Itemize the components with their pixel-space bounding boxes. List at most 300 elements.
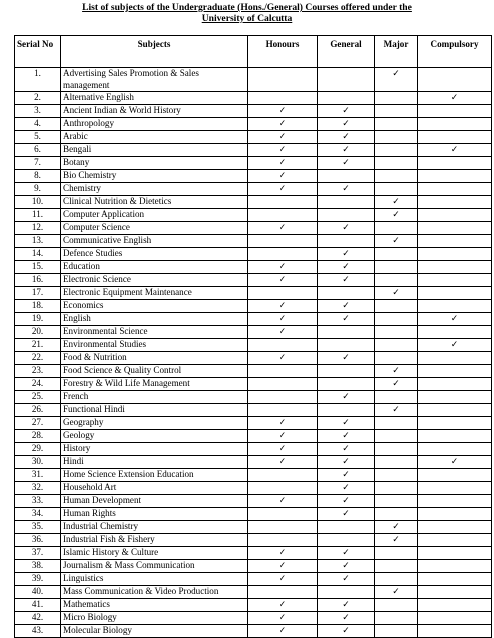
honours-cell [248,183,318,196]
compulsory-cell [418,326,492,339]
serial-cell: 30. [15,456,61,469]
subject-cell: Geography [61,417,248,430]
major-cell [375,378,418,391]
subject-cell: Computer Application [61,209,248,222]
honours-tick-icon: ✓ [278,353,287,364]
honours-tick-icon: ✓ [278,314,287,325]
compulsory-cell [418,105,492,118]
title-line-1: List of subjects of the Undergraduate (Hons./General) Courses offered under the [82,2,412,13]
header-serial: Serial No [15,36,61,68]
subject-cell: Education [61,261,248,274]
honours-tick-icon: ✓ [278,574,287,585]
general-cell [318,625,375,638]
general-tick-icon: ✓ [342,470,350,481]
serial-cell: 14. [15,248,61,261]
subject-cell: Human Rights [61,508,248,521]
major-cell [375,391,418,404]
table-row [15,547,492,560]
table-row [15,196,492,209]
general-tick-icon: ✓ [342,392,350,403]
subject-cell: Food Science & Quality Control [61,365,248,378]
table-row [15,391,492,404]
table-row [15,417,492,430]
honours-cell [248,105,318,118]
general-cell [318,599,375,612]
honours-cell [248,235,318,248]
subject-cell: Bengali [61,144,248,157]
subject-cell: Industrial Chemistry [61,521,248,534]
serial-cell: 28. [15,430,61,443]
major-cell [375,534,418,547]
subject-cell: Mass Communication & Video Production [61,586,248,599]
major-cell [375,209,418,222]
general-cell [318,68,375,92]
compulsory-tick-icon: ✓ [450,340,459,351]
table-row [15,235,492,248]
general-cell [318,183,375,196]
general-cell [318,131,375,144]
subject-cell: Chemistry [61,183,248,196]
compulsory-tick-icon: ✓ [450,457,459,468]
honours-cell [248,170,318,183]
general-cell [318,443,375,456]
serial-cell: 20. [15,326,61,339]
subject-cell: Botany [61,157,248,170]
major-cell [375,495,418,508]
general-cell [318,209,375,222]
general-tick-icon: ✓ [342,353,350,364]
major-cell [375,417,418,430]
subject-cell: Linguistics [61,573,248,586]
serial-cell: 11. [15,209,61,222]
honours-cell [248,157,318,170]
honours-cell [248,248,318,261]
compulsory-cell [418,521,492,534]
honours-cell [248,612,318,625]
general-cell [318,456,375,469]
table-body [15,68,492,638]
serial-cell: 4. [15,118,61,131]
honours-cell [248,521,318,534]
major-tick-icon: ✓ [392,288,400,299]
honours-tick-icon: ✓ [278,132,287,143]
general-cell [318,222,375,235]
subject-cell: Household Art [61,482,248,495]
honours-cell [248,365,318,378]
major-tick-icon: ✓ [392,197,400,208]
subject-cell: History [61,443,248,456]
compulsory-cell [418,430,492,443]
major-tick-icon: ✓ [392,210,400,221]
honours-tick-icon: ✓ [278,275,287,286]
general-tick-icon: ✓ [342,249,350,260]
general-tick-icon: ✓ [342,132,350,143]
header-major: Major [375,36,418,68]
table-row [15,105,492,118]
subject-cell: Economics [61,300,248,313]
serial-cell: 25. [15,391,61,404]
table-row [15,560,492,573]
subject-cell: Environmental Studies [61,339,248,352]
subject-cell: Environmental Science [61,326,248,339]
table-row [15,92,492,105]
major-cell [375,443,418,456]
serial-cell: 32. [15,482,61,495]
major-cell [375,560,418,573]
major-cell [375,235,418,248]
header-general: General [318,36,375,68]
general-tick-icon: ✓ [342,613,350,624]
general-tick-icon: ✓ [342,483,350,494]
serial-cell: 43. [15,625,61,638]
compulsory-cell [418,248,492,261]
honours-cell [248,118,318,131]
major-cell [375,508,418,521]
major-cell [375,287,418,300]
serial-cell: 18. [15,300,61,313]
honours-cell [248,599,318,612]
major-cell [375,404,418,417]
header-honours: Honours [248,36,318,68]
major-tick-icon: ✓ [392,535,400,546]
table-row [15,469,492,482]
general-cell [318,287,375,300]
general-tick-icon: ✓ [342,106,350,117]
table-row [15,365,492,378]
major-cell [375,339,418,352]
honours-cell [248,222,318,235]
major-cell [375,170,418,183]
subject-cell: Micro Biology [61,612,248,625]
honours-cell [248,287,318,300]
major-tick-icon: ✓ [392,366,400,377]
table-row [15,68,492,92]
general-tick-icon: ✓ [342,548,350,559]
subject-cell: Journalism & Mass Communication [61,560,248,573]
honours-cell [248,495,318,508]
subject-cell: Bio Chemistry [61,170,248,183]
serial-cell: 5. [15,131,61,144]
compulsory-cell [418,92,492,105]
major-cell [375,157,418,170]
subject-cell: Alternative English [61,92,248,105]
honours-cell [248,261,318,274]
compulsory-cell [418,443,492,456]
serial-cell: 41. [15,599,61,612]
serial-cell: 40. [15,586,61,599]
subject-cell: French [61,391,248,404]
honours-cell [248,131,318,144]
serial-cell: 26. [15,404,61,417]
table-row [15,300,492,313]
compulsory-cell [418,547,492,560]
general-tick-icon: ✓ [342,626,350,637]
compulsory-cell [418,404,492,417]
compulsory-tick-icon: ✓ [450,145,459,156]
honours-cell [248,196,318,209]
major-tick-icon: ✓ [392,405,400,416]
subject-cell: Geology [61,430,248,443]
honours-cell [248,391,318,404]
subject-cell: Electronic Equipment Maintenance [61,287,248,300]
compulsory-cell [418,209,492,222]
general-cell [318,92,375,105]
header-row [15,36,492,68]
subject-cell: English [61,313,248,326]
compulsory-cell [418,456,492,469]
subjects-table [14,35,492,638]
compulsory-cell [418,157,492,170]
major-cell [375,92,418,105]
honours-tick-icon: ✓ [278,548,287,559]
subject-cell: Defence Studies [61,248,248,261]
table-row [15,612,492,625]
major-cell [375,599,418,612]
compulsory-cell [418,300,492,313]
table-row [15,573,492,586]
general-cell [318,573,375,586]
general-cell [318,274,375,287]
general-cell [318,482,375,495]
honours-cell [248,534,318,547]
general-cell [318,144,375,157]
general-tick-icon: ✓ [342,509,350,520]
general-cell [318,339,375,352]
subject-cell: Human Development [61,495,248,508]
honours-tick-icon: ✓ [278,496,287,507]
table-row [15,144,492,157]
table-row [15,209,492,222]
serial-cell: 42. [15,612,61,625]
table-row [15,274,492,287]
general-cell [318,469,375,482]
subject-cell: Clinical Nutrition & Dietetics [61,196,248,209]
major-cell [375,521,418,534]
table-row [15,378,492,391]
major-cell [375,365,418,378]
compulsory-tick-icon: ✓ [450,314,459,325]
major-cell [375,144,418,157]
major-cell [375,482,418,495]
general-tick-icon: ✓ [342,561,350,572]
compulsory-cell [418,469,492,482]
general-cell [318,248,375,261]
compulsory-cell [418,287,492,300]
honours-cell [248,339,318,352]
honours-cell [248,209,318,222]
major-cell [375,456,418,469]
compulsory-cell [418,508,492,521]
compulsory-cell [418,599,492,612]
table-row [15,482,492,495]
serial-cell: 23. [15,365,61,378]
general-tick-icon: ✓ [342,444,350,455]
major-cell [375,131,418,144]
subject-cell: Arabic [61,131,248,144]
subject-cell: Advertising Sales Promotion & Sales management [61,68,248,92]
general-tick-icon: ✓ [342,496,350,507]
subject-cell: Molecular Biology [61,625,248,638]
compulsory-cell [418,612,492,625]
subject-cell: Computer Science [61,222,248,235]
table-row [15,313,492,326]
major-cell [375,469,418,482]
compulsory-cell [418,144,492,157]
serial-cell: 39. [15,573,61,586]
general-cell [318,157,375,170]
table-row [15,443,492,456]
honours-cell [248,508,318,521]
table-row [15,534,492,547]
table-row [15,157,492,170]
compulsory-cell [418,365,492,378]
general-tick-icon: ✓ [342,431,350,442]
general-cell [318,170,375,183]
general-cell [318,261,375,274]
serial-cell: 8. [15,170,61,183]
honours-cell [248,404,318,417]
compulsory-cell [418,131,492,144]
honours-cell [248,68,318,92]
general-tick-icon: ✓ [342,418,350,429]
table-row [15,599,492,612]
general-tick-icon: ✓ [342,262,350,273]
honours-cell [248,378,318,391]
compulsory-cell [418,495,492,508]
major-cell [375,118,418,131]
general-cell [318,352,375,365]
major-cell [375,625,418,638]
honours-tick-icon: ✓ [278,418,287,429]
compulsory-cell [418,183,492,196]
honours-cell [248,573,318,586]
honours-tick-icon: ✓ [278,600,287,611]
major-cell [375,573,418,586]
general-cell [318,586,375,599]
compulsory-cell [418,417,492,430]
serial-cell: 27. [15,417,61,430]
subject-cell: Forestry & Wild Life Management [61,378,248,391]
table-row [15,404,492,417]
major-cell [375,222,418,235]
honours-cell [248,313,318,326]
compulsory-cell [418,274,492,287]
major-tick-icon: ✓ [392,379,400,390]
general-cell [318,547,375,560]
serial-cell: 17. [15,287,61,300]
compulsory-cell [418,68,492,92]
compulsory-cell [418,196,492,209]
major-cell [375,586,418,599]
honours-tick-icon: ✓ [278,626,287,637]
subject-cell: Ancient Indian & World History [61,105,248,118]
major-cell [375,547,418,560]
serial-cell: 38. [15,560,61,573]
subject-cell: Industrial Fish & Fishery [61,534,248,547]
compulsory-cell [418,482,492,495]
serial-cell: 12. [15,222,61,235]
general-cell [318,313,375,326]
honours-cell [248,547,318,560]
general-cell [318,508,375,521]
compulsory-cell [418,170,492,183]
honours-tick-icon: ✓ [278,431,287,442]
table-row [15,339,492,352]
honours-cell [248,430,318,443]
subject-cell: Electronic Science [61,274,248,287]
general-tick-icon: ✓ [342,223,350,234]
honours-tick-icon: ✓ [278,184,287,195]
table-row [15,170,492,183]
major-cell [375,313,418,326]
serial-cell: 21. [15,339,61,352]
table-row [15,625,492,638]
honours-tick-icon: ✓ [278,106,287,117]
general-cell [318,365,375,378]
compulsory-cell [418,339,492,352]
honours-cell [248,144,318,157]
subject-cell: Islamic History & Culture [61,547,248,560]
serial-cell: 29. [15,443,61,456]
table-row [15,261,492,274]
honours-tick-icon: ✓ [278,223,287,234]
subject-cell: Hindi [61,456,248,469]
compulsory-cell [418,573,492,586]
honours-tick-icon: ✓ [278,613,287,624]
general-cell [318,521,375,534]
honours-tick-icon: ✓ [278,171,287,182]
honours-tick-icon: ✓ [278,301,287,312]
table-row [15,586,492,599]
general-cell [318,391,375,404]
major-cell [375,326,418,339]
general-cell [318,417,375,430]
table-header [15,36,492,68]
compulsory-cell [418,352,492,365]
serial-cell: 13. [15,235,61,248]
major-tick-icon: ✓ [392,69,400,79]
honours-cell [248,352,318,365]
title-line-2: University of Calcutta [201,13,293,24]
general-cell [318,495,375,508]
compulsory-cell [418,313,492,326]
subject-cell: Home Science Extension Education [61,469,248,482]
major-cell [375,274,418,287]
serial-cell: 2. [15,92,61,105]
honours-cell [248,586,318,599]
honours-tick-icon: ✓ [278,561,287,572]
honours-tick-icon: ✓ [278,327,287,338]
major-cell [375,248,418,261]
major-cell [375,68,418,92]
general-tick-icon: ✓ [342,119,350,130]
general-tick-icon: ✓ [342,314,350,325]
compulsory-cell [418,586,492,599]
table-row [15,131,492,144]
major-tick-icon: ✓ [392,236,400,247]
honours-cell [248,625,318,638]
compulsory-tick-icon: ✓ [450,93,459,104]
header-subjects: Subjects [61,36,248,68]
general-cell [318,430,375,443]
general-tick-icon: ✓ [342,275,350,286]
compulsory-cell [418,391,492,404]
table-row [15,495,492,508]
serial-cell: 36. [15,534,61,547]
compulsory-cell [418,534,492,547]
serial-cell: 34. [15,508,61,521]
table-row [15,118,492,131]
